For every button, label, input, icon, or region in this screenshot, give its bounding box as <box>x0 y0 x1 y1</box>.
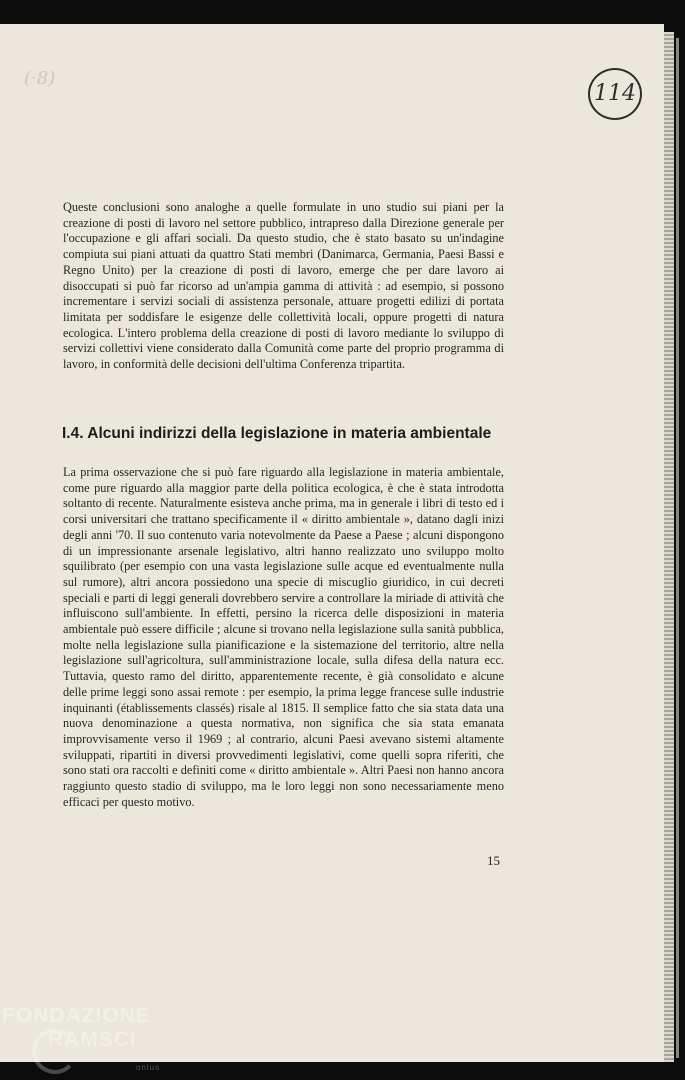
binding-edge <box>676 38 679 1058</box>
watermark-sub: onlus <box>136 1063 161 1072</box>
page-number: 15 <box>487 853 500 868</box>
watermark-line-2: RAMSCI <box>48 1028 137 1051</box>
section-heading: I.4. Alcuni indirizzi della legislazione in materia ambientale <box>62 425 492 442</box>
watermark-line-1: FONDAZIONE <box>2 1004 151 1027</box>
fondazione-gramsci-watermark <box>2 1004 161 1072</box>
faded-pencil-mark: (·8) <box>24 68 56 89</box>
archive-page-stamp: 114 <box>588 68 642 120</box>
watermark-g-logo-icon <box>32 1028 78 1074</box>
body-paragraph: La prima osservazione che si può fare riguardo alla legislazione in materia ambientale, come pure riguardo alla maggior parte della politica ecologica, è che è stata introdotta soltanto di recente. Naturalmente esisteva anche prima, ma in generale i libri di testo ed i corsi universitari che trattano specificamente il « diritto ambientale », datano dagli inizi degli anni '70. Il suo contenuto varia notevolmente da Paese a Paese ; alcuni dispongono di un impressionante arsenale legislativo, altri hanno realizzato uno sviluppo molto squilibrato (per esempio con una vasta legislazione sulle acque ed eventualmente nulla sul rumore), altri ancora possiedono una specie di miscuglio giuridico, in cui decreti speciali e parti di leggi generali dovrebbero servire a controllare la miriade di attività che influiscono sull'ambiente. In effetti, persino la ricerca delle disposizioni in materia ambientale può essere difficile ; alcune si trovano nella legislazione sulla sanità pubblica, molte nella legislazione sulla pianificazione e la sistemazione del territorio, altre nella legislazione sull'agricoltura, sull'amministrazione locale, sulla difesa della natura ecc. Tuttavia, questo ramo del diritto, apparentemente recente, è già consolidato e alcune delle prime leggi sono assai remote : per esempio, la prima legge francese sulle industrie inquinanti (établissements classés) risale al 1815. Il semplice fatto che sia stata data una nuova denominazione a questa normativa, non significa che sia stata emanata improvvisamente verso il 1969 ; al contrario, alcuni Paesi avevano sistemi altamente sviluppati, ripartiti in diversi provvedimenti legislativi, come quelli sopra riferiti, che sono stati ora raccolti e definiti come « diritto ambientale ». Altri Paesi non hanno ancora raggiunto questo stadio di sviluppo, ma le loro leggi non sono necessariamente meno efficaci per questo motivo. <box>63 465 504 809</box>
intro-paragraph: Queste conclusioni sono analoghe a quelle formulate in uno studio sui piani per la creazione di posti di lavoro nel settore pubblico, intrapreso dalla Direzione generale per l'occupazione e gli affari sociali. Da questo studio, che è stato basato su un'indagine compiuta sui piani attuati da quattro Stati membri (Danimarca, Germania, Paesi Bassi e Regno Unito) per la creazione di posti di lavoro, emerge che per dare lavoro ai disoccupati si può far ricorso ad un'ampia gamma di attività : ad esempio, si possono incrementare i servizi sociali di assistenza personale, attuare progetti edilizi di portata limitata per soddisfare le esigenze delle collettività locali, oppure progetti di natura ecologica. L'intero problema della creazione di posti di lavoro mediante lo sviluppo di servizi collettivi viene considerato dalla Comunità come parte del proprio programma di lavoro, in conformità delle decisioni dell'ultima Conferenza tripartita. <box>63 200 504 372</box>
document-page <box>0 24 664 1062</box>
page-stack-edge <box>664 32 674 1062</box>
